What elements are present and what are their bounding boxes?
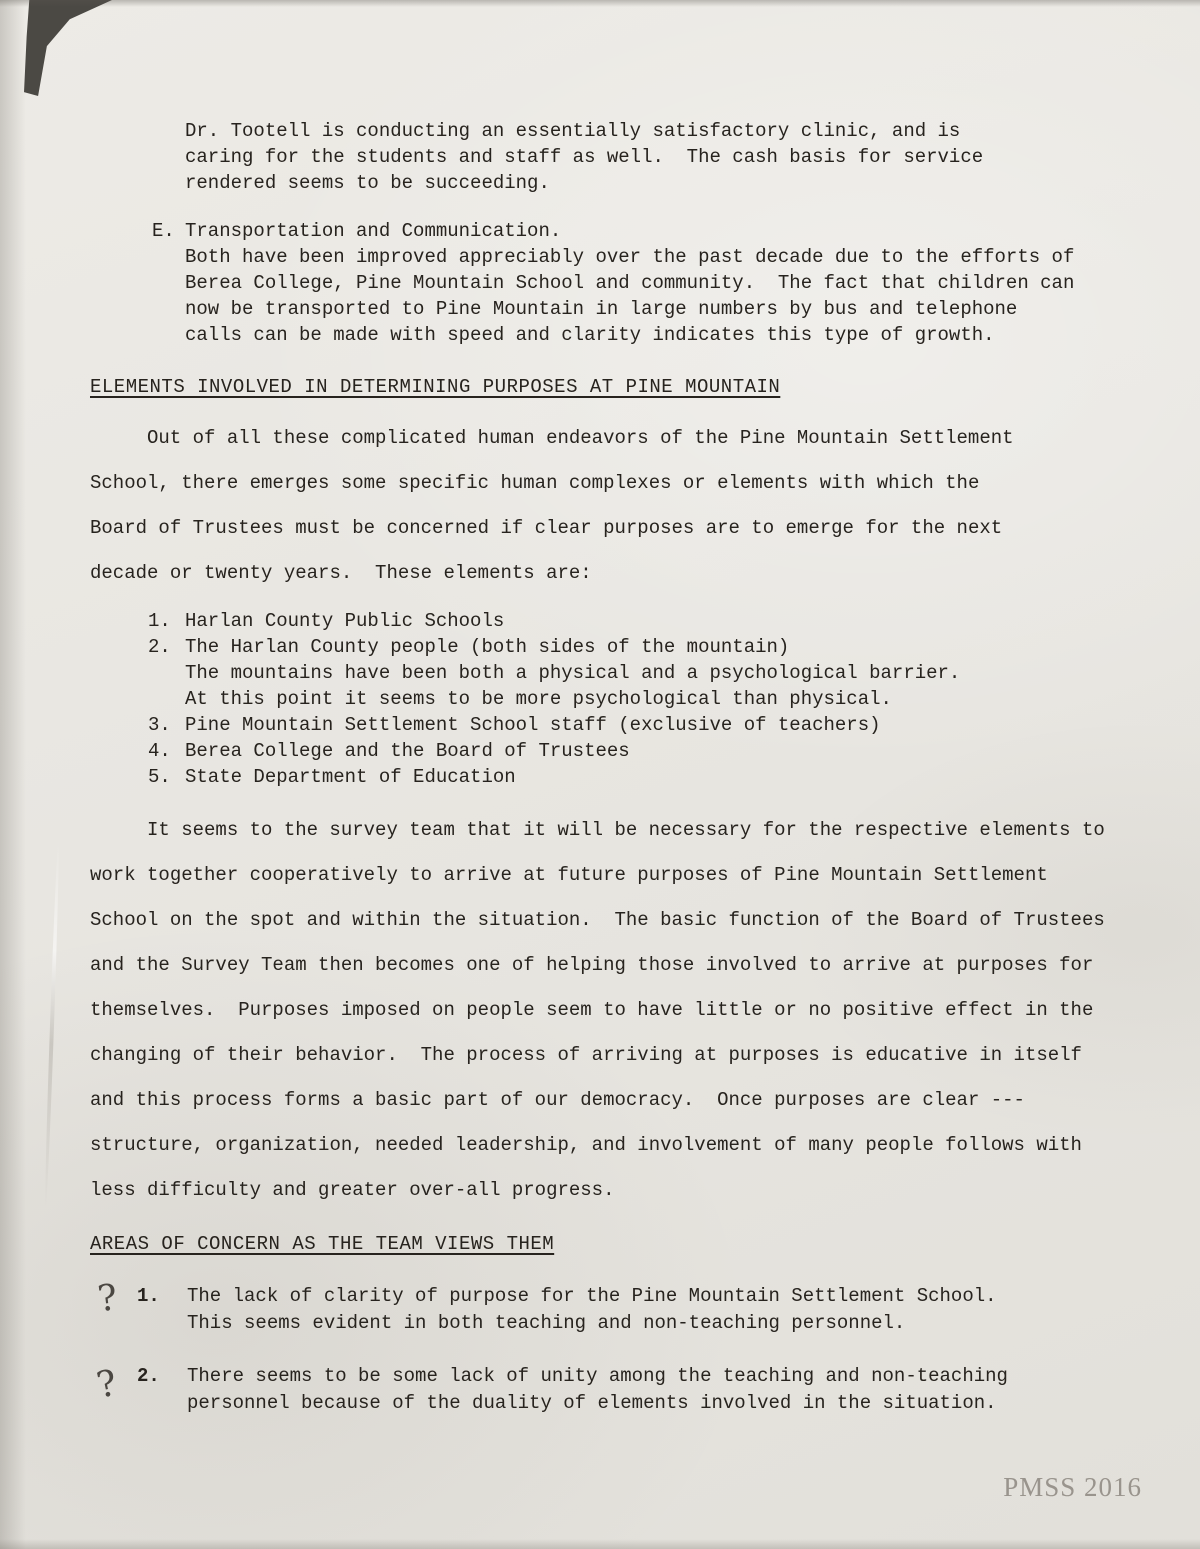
scan-edge-top [0, 0, 1200, 7]
list-item-3 [90, 712, 1138, 738]
heading-areas-of-concern: AREAS OF CONCERN AS THE TEAM VIEWS THEM [90, 1232, 555, 1255]
scan-artifact-corner [24, 0, 112, 96]
archive-watermark: PMSS 2016 [1003, 1472, 1142, 1502]
scan-edge-left [0, 0, 26, 1549]
list-item-1 [90, 608, 1138, 634]
list-number: 5. [148, 765, 171, 788]
elements-list [90, 608, 1138, 790]
clinic-paragraph: Dr. Tootell is conducting an essentially satisfactory clinic, and is caring for the students and staff as well. The cash basis for service rendered seems to be succeeding. [185, 120, 995, 194]
list-item-2-note-line-2 [90, 686, 1138, 712]
scan-edge-bottom [0, 1539, 1200, 1549]
list-item-2-note-line-1 [90, 660, 1138, 686]
list-text: At this point it seems to be more psychological than physical. [185, 687, 892, 710]
list-text: Berea College and the Board of Trustees [185, 739, 630, 762]
concern-number: 2. [137, 1364, 160, 1387]
list-text: State Department of Education [185, 765, 516, 788]
concern-text: The lack of clarity of purpose for the Pine Mountain Settlement School. This seems evident in both teaching and non-teaching personnel. [187, 1284, 1020, 1334]
handwritten-question-mark: ? [95, 1276, 120, 1320]
list-text: The mountains have been both a physical and a psychological barrier. [185, 661, 961, 684]
list-item-2 [90, 634, 1138, 660]
paragraph-elements-intro: Out of all these complicated human endeavors of the Pine Mountain Settlement School, there emerges some specific human complexes or elements with which the Board of Trustees must be concerned if clear purposes are to emerge for the next decade or twenty years. These elements are: [90, 426, 1025, 584]
section-text: Both have been improved appreciably over the past decade due to the efforts of Berea College, Pine Mountain School and community. The fact that children can now be transported to Pine Mountain in large numbers by bus and telephone calls can be made with speed and clarity indicates this type of growth. [185, 246, 1086, 346]
concern-text: There seems to be some lack of unity among the teaching and non-teaching personnel because of the duality of elements involved in the situation. [187, 1364, 1020, 1414]
list-number: 1. [148, 609, 171, 632]
section-letter-label: E. [152, 220, 175, 242]
section-title: Transportation and Communication. [185, 220, 562, 242]
section-transportation [152, 218, 1138, 348]
list-number: 2. [148, 635, 171, 658]
list-text: The Harlan County people (both sides of the mountain) [185, 635, 790, 658]
handwritten-question-mark: ? [93, 1362, 121, 1407]
heading-elements-involved: ELEMENTS INVOLVED IN DETERMINING PURPOSES AT PINE MOUNTAIN [90, 376, 781, 398]
list-number: 3. [148, 713, 171, 736]
list-item-5 [90, 764, 1138, 790]
concern-number: 1. [137, 1284, 160, 1307]
list-text: Harlan County Public Schools [185, 609, 505, 632]
concern-item-1 [90, 1276, 1138, 1337]
list-text: Pine Mountain Settlement School staff (exclusive of teachers) [185, 713, 881, 736]
section-body [185, 218, 1086, 348]
concern-item-2 [90, 1363, 1138, 1417]
list-item-4 [90, 738, 1138, 764]
paragraph-survey-team: It seems to the survey team that it will be necessary for the respective elements to work together cooperatively to arrive at future purposes of Pine Mountain Settlement School on the spot and within the situation. The basic function of the Board of Trustees and the Survey Team then becomes one of helping those involved to arrive at purposes for themselves. Purposes imposed on people seem to have little or no positive effect in the changing of their behavior. The process of arriving at purposes is educative in itself and this process forms a basic part of our democracy. Once purposes are clear --- structure, organization, needed leadership, and involvement of many people follows with less difficulty and greater over-all progress. [90, 818, 1117, 1201]
list-number: 4. [148, 739, 171, 762]
document-content [90, 118, 1138, 1417]
paper-crease [44, 840, 61, 1210]
